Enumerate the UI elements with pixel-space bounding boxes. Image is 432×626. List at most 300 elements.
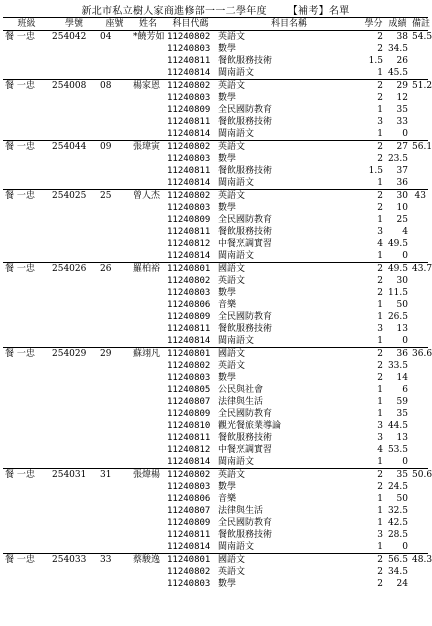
student-id-cell [50,104,98,116]
subject-name-cell: 閩南語文 [218,336,255,346]
column-header: 學號 [50,18,98,31]
credit-cell: 1 [377,385,383,395]
student-name-cell [131,578,165,590]
subject-code-cell: 11240803 [167,288,211,298]
subject-code-cell: 11240801 [165,263,216,276]
score-cell: 30 [396,276,408,286]
class-cell [3,116,50,128]
seat-cell [98,517,131,529]
subject-code-cell: 11240814 [167,129,211,139]
score-cell: 56.5 [385,554,410,567]
subject-name-cell: 數學 [218,482,237,492]
student-name-cell [131,250,165,263]
seat-cell [98,104,131,116]
student-id-cell [50,456,98,469]
credit-cell: 2 [362,80,385,93]
student-id-cell [50,153,98,165]
seat-cell [98,55,131,67]
score-cell: 24 [396,579,408,589]
subject-name-cell: 英語文 [216,31,362,44]
student-id-cell [50,444,98,456]
student-id-cell [50,396,98,408]
subject-code-cell: 11240805 [167,385,211,395]
class-cell [3,481,50,493]
note-cell [410,505,428,517]
note-cell: 51.2 [412,81,432,91]
table-row [3,323,428,335]
class-cell [3,55,50,67]
table-row [3,177,428,190]
credit-cell: 1 [377,251,383,261]
subject-code-cell: 11240811 [167,166,211,176]
credit-cell: 1 [377,397,383,407]
student-id-cell [50,384,98,396]
student-name-cell [131,372,165,384]
student-id-cell: 254031 [50,469,98,482]
note-cell [410,493,428,505]
class-cell [3,432,50,444]
credit-cell: 1 [377,68,383,78]
subject-name-cell: 餐飲服務技術 [218,433,273,443]
class-cell [3,92,50,104]
table-row [3,348,428,361]
note-cell [410,372,428,384]
note-cell [410,311,428,323]
subject-name-cell: 國語文 [216,263,362,276]
subject-code-cell: 11240814 [167,542,211,552]
class-cell [3,43,50,55]
subject-name-cell: 數學 [218,203,237,213]
note-cell [410,275,428,287]
student-id-cell [50,128,98,141]
student-name-cell [131,238,165,250]
score-cell: 12 [396,93,408,103]
table-row [3,165,428,177]
table-row [3,55,428,67]
student-name-cell [131,287,165,299]
student-name-cell [131,481,165,493]
subject-code-cell: 11240802 [167,361,211,371]
subject-code-cell: 11240809 [167,105,211,115]
note-cell: 56.1 [412,142,432,152]
note-cell [410,323,428,335]
class-cell [3,104,50,116]
subject-name-cell: 觀光餐旅業導論 [218,421,282,431]
seat-cell [98,493,131,505]
student-name-cell [131,116,165,128]
student-name-cell [131,529,165,541]
note-cell [410,287,428,299]
student-name-cell: 張瑋寅 [131,141,165,154]
credit-cell: 2 [377,361,383,371]
class-cell [3,444,50,456]
table-row [3,116,428,128]
seat-cell [98,481,131,493]
note-cell [410,67,428,80]
class-cell [3,128,50,141]
subject-code-cell: 11240812 [167,445,211,455]
subject-code-cell: 11240803 [167,579,211,589]
student-name-cell [131,493,165,505]
student-name-cell [131,226,165,238]
table-row [3,141,428,154]
subject-name-cell: 英語文 [216,469,362,482]
note-cell [410,165,428,177]
student-id-cell: 254044 [50,141,98,154]
seat-cell [98,529,131,541]
subject-name-cell: 數學 [218,44,237,54]
subject-code-cell: 11240814 [167,336,211,346]
subject-name-cell: 數學 [218,373,237,383]
score-cell: 37 [396,166,408,176]
subject-code-cell: 11240814 [167,251,211,261]
student-name-cell [131,396,165,408]
student-name-cell: 張煒楊 [131,469,165,482]
credit-cell: 2 [362,31,385,44]
student-id-cell [50,335,98,348]
note-cell [410,226,428,238]
credit-cell: 2 [362,554,385,567]
score-cell: 0 [402,336,408,346]
seat-cell: 08 [98,80,131,93]
seat-cell: 26 [98,263,131,276]
score-cell: 27 [385,141,410,154]
score-cell: 35 [396,409,408,419]
subject-code-cell: 11240811 [167,324,211,334]
class-cell [3,566,50,578]
seat-cell [98,456,131,469]
credit-cell: 1 [377,215,383,225]
column-header: 姓名 [131,18,165,31]
score-cell: 0 [402,129,408,139]
student-name-cell [131,214,165,226]
seat-cell [98,153,131,165]
table-row [3,456,428,469]
subject-code-cell: 11240811 [167,56,211,66]
credit-cell: 2 [362,469,385,482]
table-row [3,287,428,299]
credit-cell: 1 [377,105,383,115]
student-id-cell [50,408,98,420]
credit-cell: 1 [377,494,383,504]
student-id-cell [50,566,98,578]
subject-code-cell: 11240806 [167,300,211,310]
column-header: 學分 [362,18,385,31]
subject-code-cell: 11240812 [167,239,211,249]
student-name-cell [131,275,165,287]
student-name-cell [131,104,165,116]
subject-name-cell: 中餐烹調實習 [218,445,273,455]
subject-name-cell: 音樂 [218,300,237,310]
credit-cell: 2 [377,288,383,298]
subject-name-cell: 英語文 [218,276,246,286]
subject-code-cell: 11240811 [167,530,211,540]
seat-cell [98,202,131,214]
subject-code-cell: 11240803 [167,482,211,492]
class-cell [3,372,50,384]
seat-cell [98,92,131,104]
score-cell: 44.5 [387,421,408,431]
seat-cell [98,238,131,250]
seat-cell [98,323,131,335]
score-cell: 29 [385,80,410,93]
student-name-cell [131,566,165,578]
student-id-cell: 254033 [50,554,98,567]
table-row [3,578,428,590]
student-id-cell [50,420,98,432]
table-row [3,432,428,444]
score-cell: 11.5 [387,288,408,298]
credit-cell: 2 [377,373,383,383]
score-cell: 38 [385,31,410,44]
class-cell: 餐 一忠 [3,469,50,482]
credit-cell: 2 [362,348,385,361]
table-row [3,529,428,541]
credit-cell: 1 [377,409,383,419]
seat-cell [98,408,131,420]
credit-cell: 2 [362,263,385,276]
student-name-cell: 羅柏裕 [131,263,165,276]
note-cell [410,481,428,493]
credit-cell: 2 [377,44,383,54]
table-row [3,250,428,263]
subject-name-cell: 餐飲服務技術 [218,117,273,127]
note-cell [410,420,428,432]
student-id-cell [50,299,98,311]
credit-cell: 2 [377,276,383,286]
note-cell [410,55,428,67]
table-row [3,420,428,432]
subject-code-cell: 11240801 [165,554,216,567]
class-cell [3,505,50,517]
table-row [3,493,428,505]
table-row [3,469,428,482]
subject-name-cell: 閩南語文 [218,457,255,467]
note-cell [410,360,428,372]
subject-name-cell: 英語文 [218,567,246,577]
note-cell [410,92,428,104]
student-name-cell [131,444,165,456]
note-cell [410,299,428,311]
score-cell: 23.5 [387,154,408,164]
class-cell [3,529,50,541]
note-cell [410,128,428,141]
student-id-cell [50,55,98,67]
subject-code-cell: 11240809 [167,518,211,528]
score-cell: 0 [402,457,408,467]
column-header: 備註 [412,19,431,29]
subject-name-cell: 數學 [218,288,237,298]
note-cell [410,432,428,444]
credit-cell: 1 [377,129,383,139]
class-cell [3,250,50,263]
note-cell [410,177,428,190]
subject-code-cell: 11240809 [167,409,211,419]
subject-name-cell: 英語文 [216,190,362,203]
table-row [3,128,428,141]
subject-code-cell: 11240807 [167,506,211,516]
class-cell: 餐 一忠 [3,31,50,44]
subject-name-cell: 全民國防教育 [218,312,273,322]
seat-cell [98,372,131,384]
score-cell: 45.5 [387,68,408,78]
table-row [3,214,428,226]
class-cell [3,335,50,348]
class-cell: 餐 一忠 [3,554,50,567]
student-id-cell [50,177,98,190]
note-cell: 36.6 [412,349,432,359]
student-name-cell [131,541,165,554]
table-row [3,566,428,578]
seat-cell [98,250,131,263]
note-cell [410,566,428,578]
score-cell: 49.5 [385,263,410,276]
student-id-cell [50,275,98,287]
subject-name-cell: 閩南語文 [218,251,255,261]
note-cell [410,408,428,420]
subject-name-cell: 數學 [218,93,237,103]
subject-code-cell: 11240809 [167,215,211,225]
table-row [3,396,428,408]
student-name-cell [131,153,165,165]
student-id-cell [50,287,98,299]
note-cell: 48.3 [412,555,432,565]
note-cell [410,541,428,554]
student-id-cell [50,517,98,529]
subject-name-cell: 音樂 [218,494,237,504]
credit-cell: 2 [377,567,383,577]
column-header: 班級 [3,18,50,31]
table-row [3,481,428,493]
score-cell: 59 [396,397,408,407]
subject-name-cell: 全民國防教育 [218,215,273,225]
student-id-cell [50,505,98,517]
credit-cell: 1 [377,518,383,528]
subject-code-cell: 11240811 [167,117,211,127]
student-name-cell [131,177,165,190]
class-cell [3,541,50,554]
list-tag: 【補考】名單 [287,6,350,17]
seat-cell [98,384,131,396]
subject-name-cell: 餐飲服務技術 [218,530,273,540]
score-cell: 10 [396,203,408,213]
subject-code-cell: 11240803 [167,44,211,54]
class-cell [3,177,50,190]
student-id-cell [50,311,98,323]
seat-cell [98,311,131,323]
score-cell: 42.5 [387,518,408,528]
table-row [3,104,428,116]
student-id-cell [50,360,98,372]
student-name-cell [131,432,165,444]
subject-name-cell: 英語文 [216,80,362,93]
table-row [3,311,428,323]
score-cell: 26 [396,56,408,66]
credit-cell: 2 [362,190,385,203]
score-cell: 13 [396,324,408,334]
note-cell [410,456,428,469]
seat-cell [98,177,131,190]
school-name: 新北市私立樹人家商進修部一一二學年度 [81,6,267,17]
class-cell: 餐 一忠 [3,263,50,276]
student-name-cell [131,128,165,141]
subject-code-cell: 11240803 [167,93,211,103]
note-cell: 43 [410,190,428,203]
table-row [3,190,428,203]
seat-cell [98,226,131,238]
student-name-cell: *饒芳如 [133,32,165,42]
student-id-cell [50,43,98,55]
note-cell [410,396,428,408]
seat-cell: 25 [98,190,131,203]
credit-cell: 1 [377,457,383,467]
seat-cell [98,396,131,408]
class-cell [3,238,50,250]
class-cell [3,420,50,432]
table-row [3,202,428,214]
credit-cell: 3 [377,117,383,127]
score-cell: 13 [396,433,408,443]
student-id-cell [50,529,98,541]
seat-cell [98,67,131,80]
table-body [3,31,432,591]
subject-name-cell: 國語文 [216,348,362,361]
class-cell [3,287,50,299]
table-row [3,505,428,517]
student-id-cell [50,541,98,554]
subject-code-cell: 11240803 [167,154,211,164]
class-cell [3,202,50,214]
credit-cell: 2 [362,141,385,154]
note-cell: 54.5 [412,32,432,42]
subject-name-cell: 國語文 [216,554,362,567]
seat-cell [98,116,131,128]
credit-cell: 1.5 [368,56,383,66]
table-row [3,263,428,276]
class-cell [3,153,50,165]
class-cell [3,493,50,505]
credit-cell: 2 [377,579,383,589]
subject-name-cell: 全民國防教育 [218,409,273,419]
subject-name-cell: 全民國防教育 [218,105,273,115]
credit-cell: 1 [377,300,383,310]
subject-code-cell: 11240802 [167,567,211,577]
table-row [3,80,428,93]
credit-cell: 3 [377,421,383,431]
student-id-cell [50,116,98,128]
credit-cell: 2 [377,154,383,164]
subject-code-cell: 11240802 [165,80,216,93]
note-cell: 50.6 [412,470,432,480]
subject-code-cell: 11240806 [167,494,211,504]
column-header: 座號 [98,18,131,31]
subject-code-cell: 11240801 [165,348,216,361]
table-row [3,384,428,396]
student-id-cell [50,578,98,590]
subject-name-cell: 數學 [218,154,237,164]
note-cell [410,517,428,529]
seat-cell [98,432,131,444]
student-id-cell [50,226,98,238]
credit-cell: 3 [377,433,383,443]
class-cell [3,226,50,238]
subject-name-cell: 法律與生活 [218,397,264,407]
student-id-cell [50,372,98,384]
score-cell: 0 [402,251,408,261]
student-id-cell [50,67,98,80]
seat-cell [98,165,131,177]
note-cell [410,153,428,165]
